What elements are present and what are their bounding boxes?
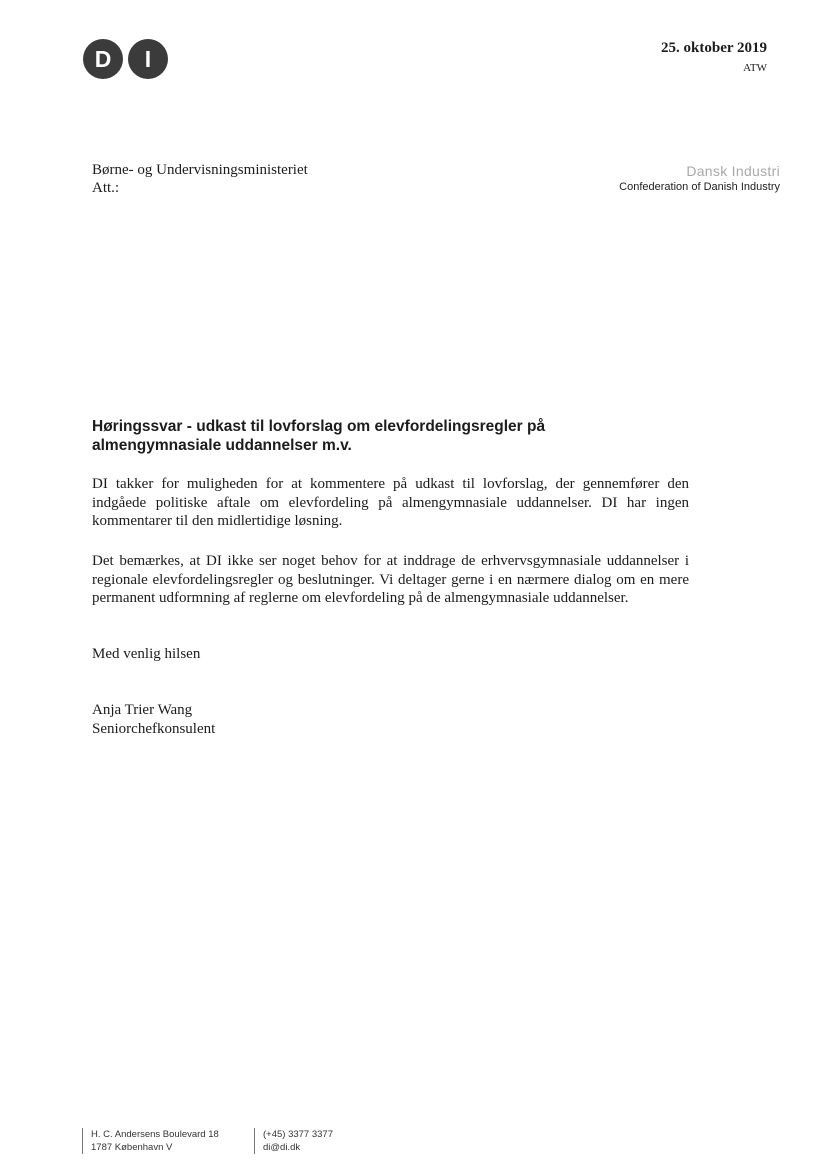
body-paragraph-2: Det bemærkes, at DI ikke ser noget behov for at inddrage de erhvervsgymnasiale uddannelser i regionale elevfordelingsregler og beslutninger. Vi deltager gerne i en nærmere dialog om en mere permanent udformning af reglerne om elevfordeling på de almengymnasiale uddannelser. xyxy=(92,553,689,606)
signature-title: Seniorchefkonsulent xyxy=(92,720,216,737)
signature-name: Anja Trier Wang xyxy=(92,702,193,718)
di-logo xyxy=(83,39,168,79)
recipient-name: Børne- og Undervisningsministeriet xyxy=(92,162,308,178)
closing-greeting: Med venlig hilsen xyxy=(92,646,201,662)
footer-phone: (+45) 3377 3377 xyxy=(263,1129,333,1140)
author-initials: ATW xyxy=(743,62,767,74)
organization-subtitle: Confederation of Danish Industry xyxy=(619,181,780,193)
logo-circle-d: D xyxy=(83,39,123,79)
organization-name: Dansk Industri xyxy=(686,163,780,179)
footer-city: 1787 København V xyxy=(91,1142,173,1153)
body-paragraph-1: DI takker for muligheden for at kommentere på udkast til lovforslag, der gennemfører den indgåede politiske aftale om elevfordeling på almengymnasiale uddannelser. DI har ingen kommentarer til den midlertidige løsning. xyxy=(92,476,689,529)
recipient-block xyxy=(92,161,308,197)
footer-email: di@di.dk xyxy=(263,1142,301,1153)
letter-date: 25. oktober 2019 xyxy=(661,40,767,56)
footer-contact xyxy=(254,1128,333,1154)
subject-heading: Høringssvar - udkast til lovforslag om elevfordelingsregler på almengymnasiale uddannelser m.v. xyxy=(92,418,546,454)
footer-street: H. C. Andersens Boulevard 18 xyxy=(91,1129,219,1140)
footer-address xyxy=(82,1128,219,1154)
logo-circle-i: I xyxy=(128,39,168,79)
recipient-attention: Att.: xyxy=(92,180,120,196)
signature-block xyxy=(92,701,215,738)
